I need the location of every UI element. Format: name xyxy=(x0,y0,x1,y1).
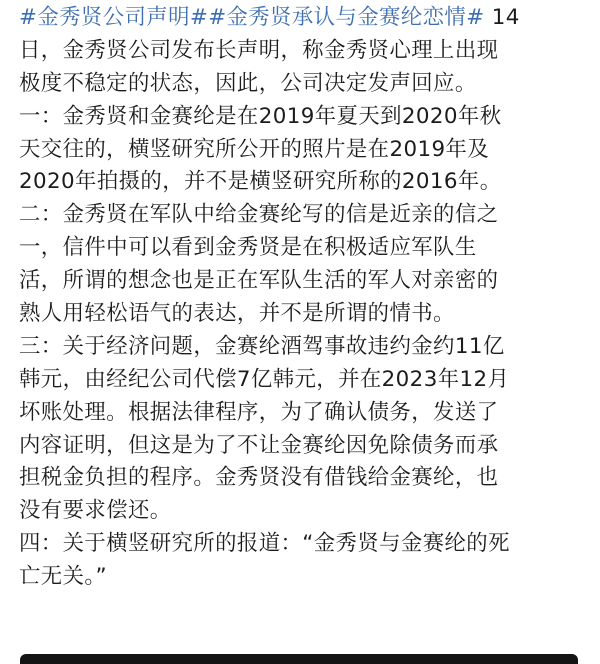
post-text-line: 四：关于横竖研究所的报道：“金秀贤与金赛纶的死 xyxy=(19,531,510,557)
hashtag-link[interactable]: #金秀贤公司声明# xyxy=(19,5,209,30)
post-text-line: 极度不稳定的状态，因此，公司决定发声回应。 xyxy=(19,70,477,96)
post-body xyxy=(19,2,587,594)
post-text-line: 内容证明，但这是为了不让金赛纶因免除债务而承 xyxy=(19,432,499,458)
post-text-line: 熟人用轻松语气的表达，并不是所谓的情书。 xyxy=(19,301,455,327)
post-text-line: 活，所谓的想念也是正在军队生活的军人对亲密的 xyxy=(19,268,499,294)
post-text-line: 没有要求偿还。 xyxy=(19,498,172,524)
post-first-line xyxy=(19,2,587,35)
hashtag-link[interactable]: #金秀贤承认与金赛纶恋情# xyxy=(208,5,485,30)
post-text-line: 2020年拍摄的，并不是横竖研究所称的2016年。 xyxy=(19,169,502,195)
post-text-line: 坏账处理。根据法律程序，为了确认债务，发送了 xyxy=(19,399,499,425)
post-text-line: 亡无关。” xyxy=(19,564,107,590)
post-text-line: 一，信件中可以看到金秀贤是在积极适应军队生 xyxy=(19,235,477,261)
post-text-line: 天交往的，横竖研究所公开的照片是在2019年及 xyxy=(19,136,490,162)
attached-image-thumbnail[interactable] xyxy=(20,654,578,664)
post-text-line: 担税金负担的程序。金秀贤没有借钱给金赛纶，也 xyxy=(19,465,499,491)
post-text-line: 日，金秀贤公司发布长声明，称金秀贤心理上出现 xyxy=(19,37,499,63)
post-text-line: 三：关于经济问题，金赛纶酒驾事故违约金约11亿 xyxy=(19,333,505,359)
post-text-line: 韩元，由经纪公司代偿7亿韩元，并在2023年12月 xyxy=(19,366,510,392)
post-text-line: 二：金秀贤在军队中给金赛纶写的信是近亲的信之 xyxy=(19,202,499,228)
post-text-line: 一：金秀贤和金赛纶是在2019年夏天到2020年秋 xyxy=(19,103,502,129)
post-text: 14 xyxy=(484,5,520,30)
